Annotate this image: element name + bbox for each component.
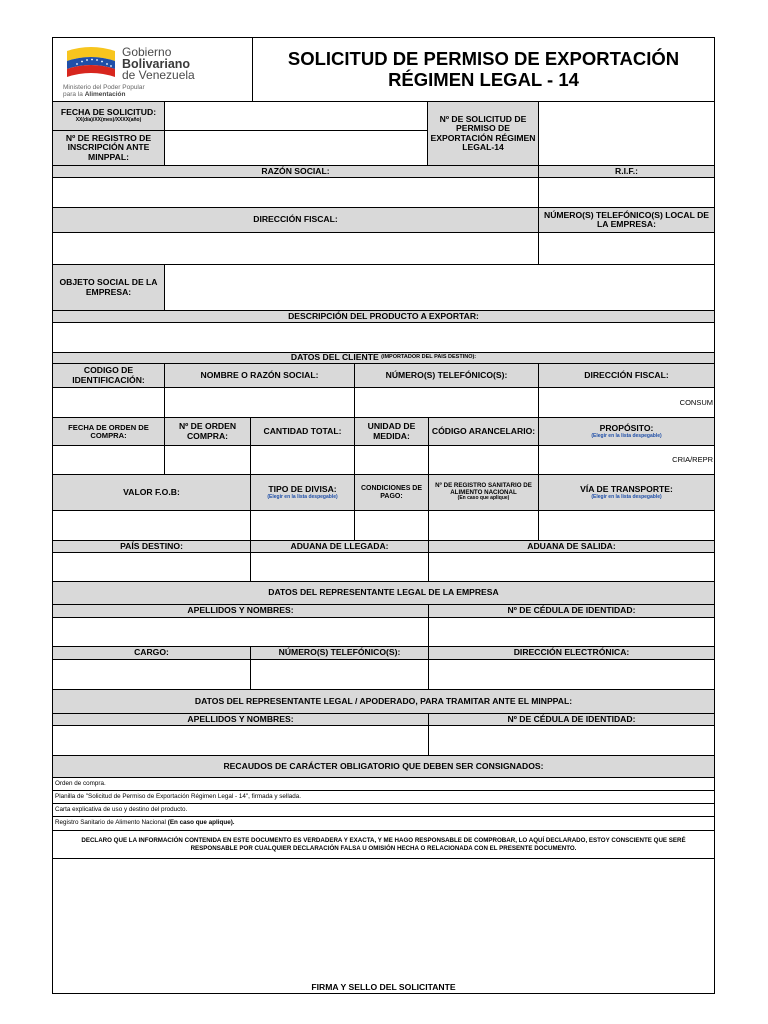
condiciones-pago-label: CONDICIONES DE PAGO: [355,475,429,511]
form-title-line-1: SOLICITUD DE PERMISO DE EXPORTACIÓN [287,47,680,69]
tipo-divisa-note: (Elegir en la lista despegable) [267,493,338,500]
direccion-fiscal-label: DIRECCIÓN FISCAL: [53,208,539,233]
proposito-text: PROPÓSITO: [599,422,654,433]
ministry-para: para la [63,91,83,98]
aduana-llegada-label: ADUANA DE LLEGADA: [251,541,429,553]
rep-telefonos-label: NÚMERO(S) TELEFÓNICO(S): [251,647,429,660]
rep-cedula-label: Nº DE CÉDULA DE IDENTIDAD: [429,605,714,618]
apoderado-cedula-label: Nº DE CÉDULA DE IDENTIDAD: [429,714,714,726]
numero-solicitud-label: Nº DE SOLICITUD DE PERMISO DE EXPORTACIÓN RÉGIMEN LEGAL-14 [428,102,539,166]
razon-social-label: RAZÓN SOCIAL: [53,166,539,178]
proposito-label [539,418,714,446]
pais-destino-field[interactable] [53,553,251,582]
descripcion-producto-field[interactable] [53,323,714,353]
registro-inscripcion-label: Nº DE REGISTRO DE INSCRIPCIÓN ANTE MINPPAL: [53,131,165,166]
registro-sanitario-note: (En caso que aplique) [457,495,510,502]
descripcion-producto-label: DESCRIPCIÓN DEL PRODUCTO A EXPORTAR: [53,311,714,323]
datos-cliente-title: DATOS DEL CLIENTE [290,353,379,363]
rep-telefonos-field[interactable] [251,660,429,690]
datos-cliente-header [53,353,714,364]
pais-destino-label: PAÍS DESTINO: [53,541,251,553]
valor-fob-label: VALOR F.O.B: [53,475,251,511]
fecha-orden-field[interactable] [53,446,165,475]
via-transporte-label [539,475,714,511]
recaudo-item: Carta explicativa de uso y destino del producto. [53,804,714,817]
via-transporte-select[interactable] [539,511,714,541]
nombre-cliente-label: NOMBRE O RAZÓN SOCIAL: [165,364,355,388]
recaudo-item: Orden de compra. [53,778,714,791]
recaudo-item: Planilla de "Solicitud de Permiso de Exportación Régimen Legal - 14", firmada y sellada. [53,791,714,804]
cantidad-total-label: CANTIDAD TOTAL: [251,418,355,446]
rep-correo-field[interactable] [429,660,714,690]
unidad-medida-field[interactable] [355,446,429,475]
numero-orden-label: Nº DE ORDEN COMPRA: [165,418,251,446]
form-title-line-2: RÉGIMEN LEGAL - 14 [388,68,579,90]
direccion-cliente-label: DIRECCIÓN FISCAL: [539,364,714,388]
razon-social-field[interactable] [53,178,539,208]
rif-field[interactable] [539,178,714,208]
logo-line-2: Bolivariano [122,57,191,71]
rif-label: R.I.F.: [539,166,714,178]
form-title [253,38,714,102]
aduana-llegada-field[interactable] [251,553,429,582]
registro-sanitario-label [429,475,539,511]
aduana-salida-field[interactable] [429,553,714,582]
firma-sello-area[interactable] [53,859,714,993]
apoderado-apellidos-field[interactable] [53,726,429,756]
government-logo [53,38,253,102]
fecha-solicitud-label [53,102,165,131]
codigo-identificacion-label: CODIGO DE IDENTIFICACIÓN: [53,364,165,388]
form-sheet [52,37,715,994]
ministry-name: Alimentación [84,91,126,98]
rep-cargo-label: CARGO: [53,647,251,660]
unidad-medida-label: UNIDAD DE MEDIDA: [355,418,429,446]
direccion-fiscal-field[interactable] [53,233,539,265]
firma-sello-label: FIRMA Y SELLO DEL SOLICITANTE [311,981,456,992]
apoderado-cedula-field[interactable] [429,726,714,756]
declaracion-text: DECLARO QUE LA INFORMACIÓN CONTENIDA EN ESTE DOCUMENTO ES VERDADERA Y EXACTA, Y ME HAGO RESPONSABLE DE COMPROBAR, LO AQUÍ DECLARADO, ESTOY CONSCIENTE QUE SERÉ RESPONSABLE POR CUALQUIER DECLARACIÓN FALSA U OMISIÓN HECHA O RELACIONADA CON EL PRESENTE DOCUMENTO. [53,831,714,859]
objeto-social-label: OBJETO SOCIAL DE LA EMPRESA: [53,265,165,311]
codigo-identificacion-field[interactable] [53,388,165,418]
ministry-prefix: Ministerio del Poder Popular [63,84,145,91]
telefonos-empresa-label: NÚMERO(S) TELEFÓNICO(S) LOCAL DE LA EMPRESA: [539,208,714,233]
representante-legal-header: DATOS DEL REPRESENTANTE LEGAL DE LA EMPRESA [53,582,714,605]
apoderado-header: DATOS DEL REPRESENTANTE LEGAL / APODERADO, PARA TRAMITAR ANTE EL MINPPAL: [53,690,714,714]
proposito-select[interactable]: CRIA/REPR [539,446,714,475]
tipo-divisa-label [251,475,355,511]
registro-sanitario-field[interactable] [429,511,539,541]
telefonos-empresa-field[interactable] [539,233,714,265]
rep-cargo-field[interactable] [53,660,251,690]
apoderado-apellidos-label: APELLIDOS Y NOMBRES: [53,714,429,726]
rep-apellidos-label: APELLIDOS Y NOMBRES: [53,605,429,618]
fecha-solicitud-text: FECHA DE SOLICITUD: [60,107,157,118]
registro-inscripcion-field[interactable] [165,131,428,166]
venezuela-flag-icon [65,45,117,81]
condiciones-pago-field[interactable] [355,511,429,541]
tipo-divisa-select[interactable] [251,511,355,541]
nombre-cliente-field[interactable] [165,388,355,418]
valor-fob-field[interactable] [53,511,251,541]
logo-line-1: Gobierno [122,45,172,59]
numero-orden-field[interactable] [165,446,251,475]
fecha-solicitud-field[interactable] [165,102,428,131]
recaudo-item-4-text: Registro Sanitario de Alimento Nacional [55,819,166,827]
telefonos-cliente-field[interactable] [355,388,539,418]
rep-apellidos-field[interactable] [53,618,429,647]
rep-cedula-field[interactable] [429,618,714,647]
recaudo-item [53,817,714,831]
ministry-name-line [63,91,126,98]
logo-line-3: de Venezuela [122,68,195,82]
via-transporte-text: VÍA DE TRANSPORTE: [580,483,673,494]
proposito-note: (Elegir en la lista despegable) [591,432,662,439]
telefonos-cliente-label: NÚMERO(S) TELEFÓNICO(S): [355,364,539,388]
objeto-social-field[interactable] [165,265,714,311]
direccion-cliente-field[interactable]: CONSUM [539,388,714,418]
numero-solicitud-field[interactable] [539,102,714,166]
tipo-divisa-text: TIPO DE DIVISA: [268,483,337,494]
registro-sanitario-text: Nº DE REGISTRO SANITARIO DE ALIMENTO NACIONAL [435,482,532,496]
via-transporte-note: (Elegir en la lista despegable) [591,493,662,500]
recaudos-header: RECAUDOS DE CARÁCTER OBLIGATORIO QUE DEBEN SER CONSIGNADOS: [53,756,714,778]
codigo-arancelario-label: CÓDIGO ARANCELARIO: [429,418,539,446]
codigo-arancelario-field[interactable] [429,446,539,475]
rep-correo-label: DIRECCIÓN ELECTRÓNICA: [429,647,714,660]
fecha-orden-label: FECHA DE ORDEN DE COMPRA: [53,418,165,446]
aduana-salida-label: ADUANA DE SALIDA: [429,541,714,553]
datos-cliente-note: (IMPORTADOR DEL PAIS DESTINO): [381,354,477,361]
fecha-format-hint: XX(día)/XX(mes)/XXXX(año) [75,117,142,124]
recaudo-item-4-note: (En caso que aplique). [167,819,235,827]
cantidad-total-field[interactable] [251,446,355,475]
